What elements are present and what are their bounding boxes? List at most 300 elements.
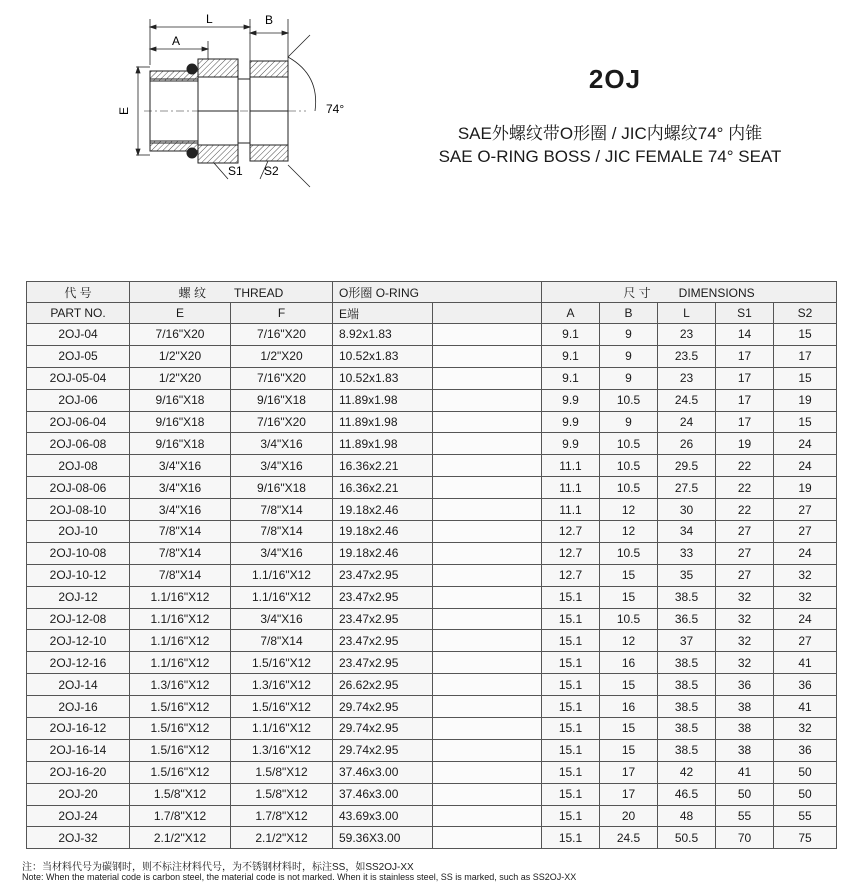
cell-thread-e: 1.5/16"X12 xyxy=(130,718,231,740)
header-L: L xyxy=(658,303,716,324)
cell-dim-b: 15 xyxy=(600,586,658,608)
cell-oring-size: 23.47x2.95 xyxy=(333,652,433,674)
cell-thread-f: 3/4"X16 xyxy=(231,433,333,455)
cell-oring-size: 11.89x1.98 xyxy=(333,389,433,411)
cell-thread-e: 1.7/8"X12 xyxy=(130,805,231,827)
cell-dim-l: 26 xyxy=(658,433,716,455)
cell-oring-size: 29.74x2.95 xyxy=(333,718,433,740)
header-S2: S2 xyxy=(774,303,837,324)
cell-oring-size: 16.36x2.21 xyxy=(333,455,433,477)
fitting-body xyxy=(144,59,306,163)
cell-part-no: 2OJ-12 xyxy=(27,586,130,608)
cell-dim-s2: 24 xyxy=(774,608,837,630)
cell-dim-l: 42 xyxy=(658,761,716,783)
cell-thread-f: 1.1/16"X12 xyxy=(231,564,333,586)
cell-part-no: 2OJ-32 xyxy=(27,827,130,849)
cell-oring-size: 23.47x2.95 xyxy=(333,630,433,652)
cell-dim-b: 17 xyxy=(600,761,658,783)
cell-dim-b: 12 xyxy=(600,521,658,543)
cell-part-no: 2OJ-14 xyxy=(27,674,130,696)
table-row xyxy=(27,608,837,630)
product-code: 2OJ xyxy=(588,64,642,94)
cell-blank xyxy=(433,674,542,696)
cell-dim-a: 9.1 xyxy=(542,324,600,346)
cell-dim-a: 9.9 xyxy=(542,389,600,411)
cell-blank xyxy=(433,455,542,477)
cell-part-no: 2OJ-10 xyxy=(27,521,130,543)
cell-dim-s2: 27 xyxy=(774,499,837,521)
header-S1: S1 xyxy=(716,303,774,324)
cell-dim-s1: 55 xyxy=(716,805,774,827)
cell-dim-l: 29.5 xyxy=(658,455,716,477)
cell-dim-b: 10.5 xyxy=(600,389,658,411)
cell-dim-b: 15 xyxy=(600,674,658,696)
cell-dim-a: 12.7 xyxy=(542,564,600,586)
cell-dim-a: 15.1 xyxy=(542,805,600,827)
cell-thread-e: 1.1/16"X12 xyxy=(130,586,231,608)
cell-thread-e: 7/8"X14 xyxy=(130,521,231,543)
cell-thread-e: 7/8"X14 xyxy=(130,564,231,586)
cell-dim-b: 16 xyxy=(600,696,658,718)
cell-oring-size: 11.89x1.98 xyxy=(333,411,433,433)
cell-thread-f: 7/16"X20 xyxy=(231,324,333,346)
cell-dim-s1: 32 xyxy=(716,630,774,652)
label-angle: 74° xyxy=(326,102,345,116)
cell-dim-s2: 19 xyxy=(774,477,837,499)
table-row xyxy=(27,739,837,761)
cell-thread-e: 9/16"X18 xyxy=(130,411,231,433)
cell-dim-s1: 50 xyxy=(716,783,774,805)
cell-thread-f: 3/4"X16 xyxy=(231,542,333,564)
cell-dim-b: 15 xyxy=(600,564,658,586)
cell-dim-s2: 32 xyxy=(774,564,837,586)
cell-dim-s1: 22 xyxy=(716,455,774,477)
cell-dim-s2: 36 xyxy=(774,739,837,761)
header-F: F xyxy=(231,303,333,324)
cell-oring-size: 11.89x1.98 xyxy=(333,433,433,455)
cell-part-no: 2OJ-12-16 xyxy=(27,652,130,674)
cell-thread-f: 1.5/8"X12 xyxy=(231,783,333,805)
cell-thread-f: 1.1/16"X12 xyxy=(231,586,333,608)
cell-dim-s2: 24 xyxy=(774,455,837,477)
cell-dim-a: 12.7 xyxy=(542,521,600,543)
cell-dim-a: 15.1 xyxy=(542,586,600,608)
cell-blank xyxy=(433,564,542,586)
cell-dim-b: 24.5 xyxy=(600,827,658,849)
header-part-no: PART NO. xyxy=(27,303,130,324)
cell-dim-a: 15.1 xyxy=(542,696,600,718)
cell-blank xyxy=(433,499,542,521)
cell-thread-e: 1.1/16"X12 xyxy=(130,608,231,630)
cell-dim-a: 11.1 xyxy=(542,499,600,521)
cell-dim-a: 15.1 xyxy=(542,783,600,805)
cell-part-no: 2OJ-12-10 xyxy=(27,630,130,652)
cell-dim-a: 15.1 xyxy=(542,739,600,761)
cell-dim-b: 9 xyxy=(600,367,658,389)
fitting-drawing xyxy=(110,5,370,190)
cell-dim-l: 23 xyxy=(658,367,716,389)
table-row xyxy=(27,696,837,718)
cell-oring-size: 10.52x1.83 xyxy=(333,345,433,367)
cell-part-no: 2OJ-10-08 xyxy=(27,542,130,564)
header-thread-cn: 螺 纹 xyxy=(178,285,206,300)
cell-blank xyxy=(433,630,542,652)
table-row xyxy=(27,718,837,740)
cell-dim-b: 9 xyxy=(600,324,658,346)
table-row xyxy=(27,630,837,652)
cell-part-no: 2OJ-05 xyxy=(27,345,130,367)
cell-dim-s2: 32 xyxy=(774,718,837,740)
cell-dim-s2: 75 xyxy=(774,827,837,849)
header-E: E xyxy=(130,303,231,324)
cell-blank xyxy=(433,411,542,433)
cell-dim-s2: 15 xyxy=(774,367,837,389)
cell-thread-f: 9/16"X18 xyxy=(231,389,333,411)
cell-dim-s1: 32 xyxy=(716,586,774,608)
cell-dim-b: 12 xyxy=(600,630,658,652)
cell-thread-e: 1/2"X20 xyxy=(130,345,231,367)
cell-dim-s1: 36 xyxy=(716,674,774,696)
cell-dim-l: 38.5 xyxy=(658,739,716,761)
label-B: B xyxy=(265,13,274,27)
cell-dim-l: 23 xyxy=(658,324,716,346)
cell-dim-s1: 27 xyxy=(716,564,774,586)
cell-part-no: 2OJ-04 xyxy=(27,324,130,346)
cell-thread-e: 1.5/16"X12 xyxy=(130,739,231,761)
header-thread-en: THREAD xyxy=(234,285,284,300)
cell-dim-s1: 32 xyxy=(716,652,774,674)
cell-blank xyxy=(433,739,542,761)
cell-dim-s2: 50 xyxy=(774,783,837,805)
table-row xyxy=(27,652,837,674)
cell-dim-s1: 38 xyxy=(716,696,774,718)
cell-dim-s2: 27 xyxy=(774,630,837,652)
cell-oring-size: 29.74x2.95 xyxy=(333,696,433,718)
cell-oring-size: 26.62x2.95 xyxy=(333,674,433,696)
cell-thread-f: 1.3/16"X12 xyxy=(231,674,333,696)
cell-dim-b: 15 xyxy=(600,739,658,761)
cell-dim-l: 38.5 xyxy=(658,586,716,608)
cell-thread-e: 3/4"X16 xyxy=(130,455,231,477)
cell-dim-a: 15.1 xyxy=(542,718,600,740)
cell-dim-s1: 17 xyxy=(716,367,774,389)
cell-part-no: 2OJ-06-08 xyxy=(27,433,130,455)
table-row xyxy=(27,805,837,827)
table-row xyxy=(27,324,837,346)
cell-oring-size: 19.18x2.46 xyxy=(333,521,433,543)
header-blank xyxy=(433,303,542,324)
cell-dim-a: 15.1 xyxy=(542,761,600,783)
cell-blank xyxy=(433,345,542,367)
cell-dim-l: 38.5 xyxy=(658,718,716,740)
cell-thread-f: 7/16"X20 xyxy=(231,367,333,389)
header-oring xyxy=(333,282,542,303)
cell-part-no: 2OJ-16-14 xyxy=(27,739,130,761)
cell-dim-s1: 38 xyxy=(716,718,774,740)
header-dim-en: DIMENSIONS xyxy=(678,285,755,300)
cell-blank xyxy=(433,805,542,827)
cell-dim-s1: 17 xyxy=(716,345,774,367)
cell-dim-s2: 41 xyxy=(774,652,837,674)
header-oring-cn: O形圈 xyxy=(339,285,373,300)
cell-dim-b: 16 xyxy=(600,652,658,674)
cell-blank xyxy=(433,696,542,718)
dimension-L xyxy=(150,19,250,65)
table-row xyxy=(27,542,837,564)
table-row xyxy=(27,827,837,849)
cell-dim-s1: 22 xyxy=(716,477,774,499)
cell-dim-s2: 15 xyxy=(774,411,837,433)
cell-dim-s2: 41 xyxy=(774,696,837,718)
cell-thread-e: 1.3/16"X12 xyxy=(130,674,231,696)
cell-thread-e: 1.5/16"X12 xyxy=(130,696,231,718)
cell-dim-a: 12.7 xyxy=(542,542,600,564)
cell-blank xyxy=(433,718,542,740)
cell-dim-s1: 17 xyxy=(716,389,774,411)
cell-thread-e: 1/2"X20 xyxy=(130,367,231,389)
cell-dim-s2: 24 xyxy=(774,433,837,455)
header-row-1 xyxy=(27,282,837,303)
cell-dim-l: 48 xyxy=(658,805,716,827)
header-E-end: E端 xyxy=(333,303,433,324)
cell-thread-f: 1.5/8"X12 xyxy=(231,761,333,783)
cell-dim-s1: 38 xyxy=(716,739,774,761)
cell-dim-a: 9.9 xyxy=(542,433,600,455)
cell-dim-b: 17 xyxy=(600,783,658,805)
note-english: Note: When the material code is carbon steel, the material code is not marked. When it is stainless steel, SS is marked, such as SS2OJ-XX xyxy=(22,872,577,882)
cell-thread-f: 7/8"X14 xyxy=(231,521,333,543)
cell-thread-f: 1/2"X20 xyxy=(231,345,333,367)
cell-part-no: 2OJ-08 xyxy=(27,455,130,477)
cell-dim-b: 10.5 xyxy=(600,542,658,564)
table-row xyxy=(27,564,837,586)
header-dimensions xyxy=(542,282,837,303)
cell-thread-f: 7/8"X14 xyxy=(231,630,333,652)
cell-part-no: 2OJ-08-06 xyxy=(27,477,130,499)
cell-dim-a: 11.1 xyxy=(542,455,600,477)
cell-blank xyxy=(433,542,542,564)
cell-dim-l: 38.5 xyxy=(658,696,716,718)
cell-thread-e: 1.5/8"X12 xyxy=(130,783,231,805)
cell-part-no: 2OJ-12-08 xyxy=(27,608,130,630)
cell-dim-s2: 24 xyxy=(774,542,837,564)
table-row xyxy=(27,345,837,367)
cell-thread-e: 3/4"X16 xyxy=(130,499,231,521)
cell-dim-l: 38.5 xyxy=(658,674,716,696)
cell-thread-f: 7/8"X14 xyxy=(231,499,333,521)
spec-table xyxy=(26,281,837,849)
cell-part-no: 2OJ-08-10 xyxy=(27,499,130,521)
cell-dim-s1: 27 xyxy=(716,542,774,564)
header-dim-cn: 尺 寸 xyxy=(623,285,651,300)
cell-oring-size: 23.47x2.95 xyxy=(333,608,433,630)
cell-thread-f: 1.5/16"X12 xyxy=(231,696,333,718)
cell-dim-s2: 27 xyxy=(774,521,837,543)
cell-thread-e: 7/8"X14 xyxy=(130,542,231,564)
cell-dim-s1: 41 xyxy=(716,761,774,783)
cell-dim-b: 15 xyxy=(600,718,658,740)
cell-part-no: 2OJ-06 xyxy=(27,389,130,411)
cell-blank xyxy=(433,783,542,805)
cell-dim-l: 24.5 xyxy=(658,389,716,411)
cell-oring-size: 59.36X3.00 xyxy=(333,827,433,849)
cell-thread-f: 1.5/16"X12 xyxy=(231,652,333,674)
cell-oring-size: 10.52x1.83 xyxy=(333,367,433,389)
header-B: B xyxy=(600,303,658,324)
cell-dim-s1: 19 xyxy=(716,433,774,455)
cell-dim-b: 9 xyxy=(600,411,658,433)
cell-dim-a: 9.1 xyxy=(542,345,600,367)
cell-dim-a: 15.1 xyxy=(542,827,600,849)
cell-dim-l: 23.5 xyxy=(658,345,716,367)
cell-thread-f: 7/16"X20 xyxy=(231,411,333,433)
cell-blank xyxy=(433,324,542,346)
cell-blank xyxy=(433,389,542,411)
label-E: E xyxy=(117,106,131,115)
cell-thread-e: 9/16"X18 xyxy=(130,433,231,455)
cell-dim-l: 37 xyxy=(658,630,716,652)
cell-thread-f: 1.1/16"X12 xyxy=(231,718,333,740)
cell-dim-a: 15.1 xyxy=(542,674,600,696)
cell-oring-size: 19.18x2.46 xyxy=(333,542,433,564)
cell-dim-s2: 50 xyxy=(774,761,837,783)
cell-dim-a: 9.9 xyxy=(542,411,600,433)
cell-blank xyxy=(433,827,542,849)
cell-blank xyxy=(433,586,542,608)
cell-part-no: 2OJ-05-04 xyxy=(27,367,130,389)
cell-thread-e: 1.5/16"X12 xyxy=(130,761,231,783)
header-thread xyxy=(130,282,333,303)
cell-dim-s2: 15 xyxy=(774,324,837,346)
table-row xyxy=(27,521,837,543)
cell-part-no: 2OJ-16-12 xyxy=(27,718,130,740)
cell-thread-f: 3/4"X16 xyxy=(231,608,333,630)
cell-dim-l: 38.5 xyxy=(658,652,716,674)
cell-blank xyxy=(433,608,542,630)
cell-oring-size: 23.47x2.95 xyxy=(333,564,433,586)
cell-thread-e: 2.1/2"X12 xyxy=(130,827,231,849)
table-row xyxy=(27,411,837,433)
label-L: L xyxy=(206,12,213,26)
cell-oring-size: 37.46x3.00 xyxy=(333,783,433,805)
cell-dim-l: 50.5 xyxy=(658,827,716,849)
cell-dim-a: 15.1 xyxy=(542,608,600,630)
cell-thread-e: 9/16"X18 xyxy=(130,389,231,411)
cell-oring-size: 43.69x3.00 xyxy=(333,805,433,827)
cell-part-no: 2OJ-16 xyxy=(27,696,130,718)
title-english: SAE O-RING BOSS / JIC FEMALE 74° SEAT xyxy=(438,147,782,166)
cell-part-no: 2OJ-20 xyxy=(27,783,130,805)
table-row xyxy=(27,499,837,521)
cell-thread-f: 9/16"X18 xyxy=(231,477,333,499)
cell-dim-l: 36.5 xyxy=(658,608,716,630)
cell-dim-l: 46.5 xyxy=(658,783,716,805)
cell-part-no: 2OJ-16-20 xyxy=(27,761,130,783)
cell-oring-size: 16.36x2.21 xyxy=(333,477,433,499)
cell-thread-e: 3/4"X16 xyxy=(130,477,231,499)
cell-oring-size: 19.18x2.46 xyxy=(333,499,433,521)
cell-oring-size: 8.92x1.83 xyxy=(333,324,433,346)
cell-dim-b: 10.5 xyxy=(600,455,658,477)
table-row xyxy=(27,433,837,455)
cell-oring-size: 29.74x2.95 xyxy=(333,739,433,761)
cell-dim-s2: 55 xyxy=(774,805,837,827)
cell-oring-size: 37.46x3.00 xyxy=(333,761,433,783)
table-row xyxy=(27,761,837,783)
title-chinese: SAE外螺纹带O形圈 / JIC内螺纹74° 内锥 xyxy=(457,124,763,143)
cell-dim-s2: 36 xyxy=(774,674,837,696)
cell-dim-b: 12 xyxy=(600,499,658,521)
cell-dim-b: 20 xyxy=(600,805,658,827)
cell-dim-s2: 32 xyxy=(774,586,837,608)
cell-dim-b: 9 xyxy=(600,345,658,367)
cell-dim-s2: 17 xyxy=(774,345,837,367)
label-S1: S1 xyxy=(228,164,243,178)
header-row-2 xyxy=(27,303,837,324)
table-row xyxy=(27,477,837,499)
cell-dim-s1: 27 xyxy=(716,521,774,543)
cell-thread-f: 3/4"X16 xyxy=(231,455,333,477)
label-S2: S2 xyxy=(264,164,279,178)
cell-dim-l: 33 xyxy=(658,542,716,564)
cell-dim-s1: 32 xyxy=(716,608,774,630)
cell-blank xyxy=(433,652,542,674)
header-oring-en: O-RING xyxy=(375,285,420,300)
cell-blank xyxy=(433,477,542,499)
cell-oring-size: 23.47x2.95 xyxy=(333,586,433,608)
table-row xyxy=(27,674,837,696)
table-row xyxy=(27,455,837,477)
cell-thread-f: 1.7/8"X12 xyxy=(231,805,333,827)
cell-dim-l: 35 xyxy=(658,564,716,586)
cell-dim-b: 10.5 xyxy=(600,608,658,630)
cell-blank xyxy=(433,433,542,455)
cell-blank xyxy=(433,521,542,543)
cell-dim-s2: 19 xyxy=(774,389,837,411)
cell-dim-s1: 70 xyxy=(716,827,774,849)
header-A: A xyxy=(542,303,600,324)
cell-dim-a: 9.1 xyxy=(542,367,600,389)
cell-dim-l: 24 xyxy=(658,411,716,433)
header-code-cn: 代 号 xyxy=(27,282,130,303)
cell-part-no: 2OJ-06-04 xyxy=(27,411,130,433)
cell-dim-l: 30 xyxy=(658,499,716,521)
cell-dim-a: 15.1 xyxy=(542,652,600,674)
cell-thread-e: 7/16"X20 xyxy=(130,324,231,346)
cell-thread-f: 2.1/2"X12 xyxy=(231,827,333,849)
table-row xyxy=(27,367,837,389)
cell-thread-e: 1.1/16"X12 xyxy=(130,630,231,652)
cell-blank xyxy=(433,761,542,783)
cell-dim-l: 34 xyxy=(658,521,716,543)
cell-dim-s1: 22 xyxy=(716,499,774,521)
cell-dim-b: 10.5 xyxy=(600,433,658,455)
table-row xyxy=(27,586,837,608)
table-row xyxy=(27,783,837,805)
cell-dim-l: 27.5 xyxy=(658,477,716,499)
cell-dim-a: 15.1 xyxy=(542,630,600,652)
cell-thread-e: 1.1/16"X12 xyxy=(130,652,231,674)
table-row xyxy=(27,389,837,411)
cell-part-no: 2OJ-10-12 xyxy=(27,564,130,586)
cell-dim-b: 10.5 xyxy=(600,477,658,499)
cell-dim-s1: 14 xyxy=(716,324,774,346)
cell-dim-s1: 17 xyxy=(716,411,774,433)
cell-part-no: 2OJ-24 xyxy=(27,805,130,827)
cell-blank xyxy=(433,367,542,389)
cell-dim-a: 11.1 xyxy=(542,477,600,499)
label-A: A xyxy=(172,34,181,48)
